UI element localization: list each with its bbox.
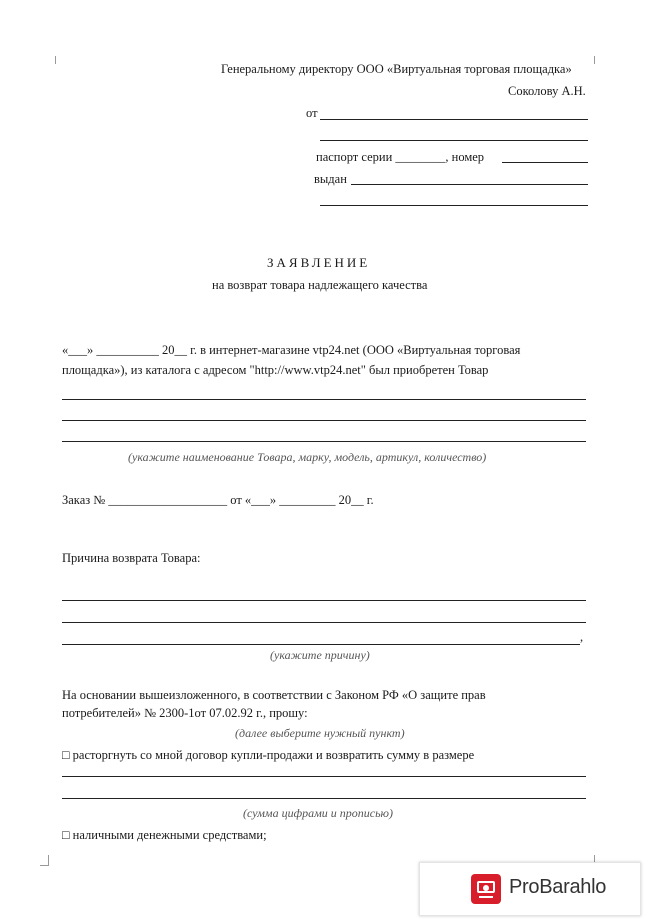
- from-field-line[interactable]: [320, 119, 588, 120]
- purchase-line-2: площадка»), из каталога с адресом "http://www.vtp24.net" был приобретен Товар: [62, 363, 489, 377]
- reason-label: Причина возврата Товара:: [62, 551, 201, 565]
- option-cash[interactable]: □ наличными денежными средствами;: [62, 828, 267, 842]
- goods-field-line-1[interactable]: [62, 399, 586, 400]
- passport-number-line[interactable]: [502, 162, 588, 163]
- order-line: Заказ № ___________________ от «___» _________ 20__ г.: [62, 493, 374, 507]
- basis-line-1: На основании вышеизложенного, в соответствии с Законом РФ «О защите прав: [62, 688, 486, 702]
- reason-comma: ,: [580, 630, 584, 644]
- sum-hint: (сумма цифрами и прописью): [243, 806, 394, 820]
- watermark-label: ProBarahlo: [509, 876, 607, 898]
- document-title: ЗАЯВЛЕНИЕ: [267, 255, 371, 270]
- from-field-line-2[interactable]: [320, 140, 588, 141]
- crop-mark-bottom-left-h: [40, 865, 49, 866]
- issued-label: выдан: [314, 172, 347, 186]
- crop-mark-top-left-v: [55, 56, 56, 64]
- crop-mark-bottom-left-v: [48, 855, 49, 865]
- addressee-line: Генеральному директору ООО «Виртуальная торговая площадка»: [221, 62, 572, 76]
- probarahlo-watermark[interactable]: [419, 862, 641, 916]
- goods-field-line-2[interactable]: [62, 420, 586, 421]
- sum-field-line-1[interactable]: [62, 776, 586, 777]
- purchase-line-1: «___» __________ 20__ г. в интернет-магазине vtp24.net (ООО «Виртуальная торговая: [62, 343, 521, 357]
- option-terminate-contract[interactable]: □ расторгнуть со мной договор купли-продажи и возвратить сумму в размере: [62, 748, 475, 762]
- basis-hint: (далее выберите нужный пункт): [235, 726, 405, 740]
- issued-field-line-2[interactable]: [320, 205, 588, 206]
- document-subtitle: на возврат товара надлежащего качества: [212, 278, 428, 292]
- issued-field-line[interactable]: [351, 184, 588, 185]
- reason-field-line-3[interactable]: [62, 644, 580, 645]
- sum-field-line-2[interactable]: [62, 798, 586, 799]
- goods-hint: (укажите наименование Товара, марку, модель, артикул, количество): [128, 450, 487, 464]
- reason-field-line-2[interactable]: [62, 622, 586, 623]
- reason-field-line-1[interactable]: [62, 600, 586, 601]
- basis-line-2: потребителей» № 2300-1от 07.02.92 г., прошу:: [62, 706, 308, 720]
- reason-hint: (укажите причину): [270, 648, 370, 662]
- passport-label: паспорт серии ________, номер: [316, 150, 485, 164]
- from-label: от: [306, 106, 318, 120]
- addressee-name: Соколову А.Н.: [508, 84, 586, 98]
- crop-mark-top-right-v: [594, 56, 595, 64]
- tv-icon: [471, 874, 501, 904]
- goods-field-line-3[interactable]: [62, 441, 586, 442]
